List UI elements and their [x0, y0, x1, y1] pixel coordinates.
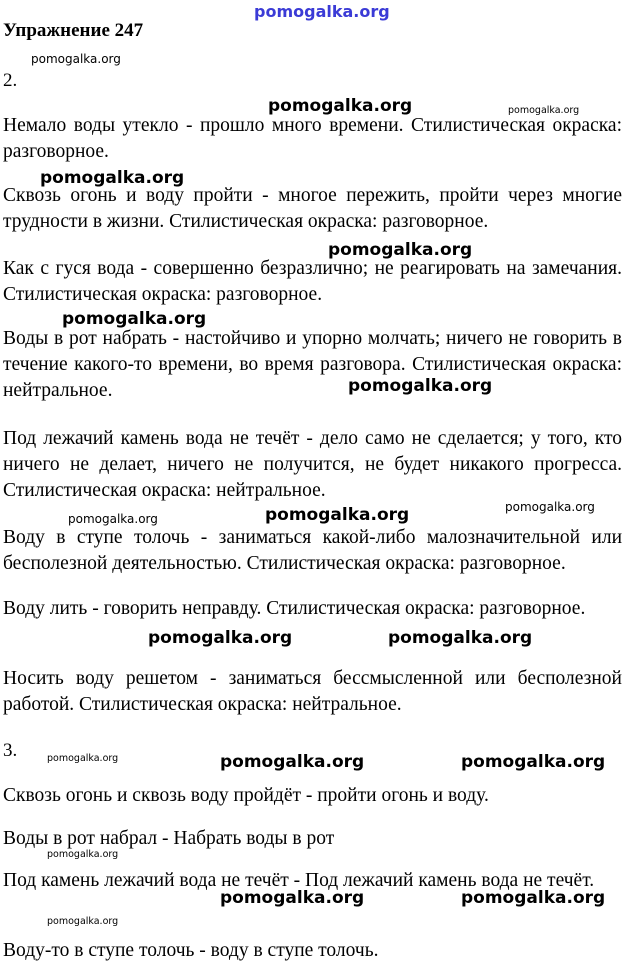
watermark-text: pomogalka.org — [68, 512, 158, 526]
watermark-text: pomogalka.org — [47, 849, 119, 860]
watermark-text: pomogalka.org — [220, 752, 365, 772]
paragraph-3-1: Сквозь огонь и сквозь воду пройдёт - пройти огонь и воду. — [3, 785, 489, 806]
watermark-text: pomogalka.org — [220, 888, 365, 908]
watermark-text: pomogalka.org — [265, 505, 410, 525]
site-link[interactable]: pomogalka.org — [254, 2, 390, 21]
watermark-text: pomogalka.org — [47, 753, 119, 764]
section-number-2: 2. — [3, 70, 18, 91]
watermark-text: pomogalka.org — [47, 916, 119, 927]
paragraph-3-3: Под камень лежачий вода не течёт - Под лежачий камень вода не течёт. — [3, 870, 595, 891]
paragraph-3-2: Воды в рот набрал - Набрать воды в рот — [3, 828, 335, 849]
paragraph-2-4: Воды в рот набрать - настойчиво и упорно молчать; ничего не говорить в течение какого-то времени, во время разговора. Стилистическая окраска: нейтральное. — [3, 328, 622, 401]
watermark-text: pomogalka.org — [328, 240, 473, 260]
watermark-text: pomogalka.org — [40, 168, 185, 188]
paragraph-2-7: Воду лить - говорить неправду. Стилистическая окраска: разговорное. — [3, 598, 586, 619]
watermark-text: pomogalka.org — [461, 888, 606, 908]
watermark-text: pomogalka.org — [268, 96, 413, 116]
watermark-text: pomogalka.org — [148, 628, 293, 648]
paragraph-2-3: Как с гуся вода - совершенно безразлично; не реагировать на замечания. Стилистическая окраска: разговорное. — [3, 258, 622, 305]
paragraph-3-4: Воду-то в ступе толочь - воду в ступе толочь. — [3, 940, 379, 961]
paragraph-2-6: Воду в ступе толочь - заниматься какой-либо малозначительной или бесполезной деятельностью. Стилистическая окраска: разговорное. — [3, 527, 622, 574]
watermark-text: pomogalka.org — [388, 628, 533, 648]
watermark-text: pomogalka.org — [461, 752, 606, 772]
watermark-text: pomogalka.org — [31, 52, 121, 66]
paragraph-2-1: Немало воды утекло - прошло много времени. Стилистическая окраска: разговорное. — [3, 115, 622, 162]
paragraph-2-5: Под лежачий камень вода не течёт - дело само не сделается; у того, кто ничего не делает, ничего не получится, не будет никакого прогресса. Стилистическая окраска: нейтральное. — [3, 428, 622, 501]
watermark-text: pomogalka.org — [62, 309, 207, 329]
watermark-text: pomogalka.org — [348, 376, 493, 396]
exercise-title: Упражнение 247 — [3, 20, 144, 41]
watermark-text: pomogalka.org — [508, 105, 580, 116]
watermark-text: pomogalka.org — [505, 500, 595, 514]
section-number-3: 3. — [3, 740, 18, 761]
paragraph-2-8: Носить воду решетом - заниматься бессмысленной или бесполезной работой. Стилистическая окраска: нейтральное. — [3, 668, 622, 715]
paragraph-2-2: Сквозь огонь и воду пройти - многое пережить, пройти через многие трудности в жизни. Стилистическая окраска: разговорное. — [3, 185, 622, 232]
